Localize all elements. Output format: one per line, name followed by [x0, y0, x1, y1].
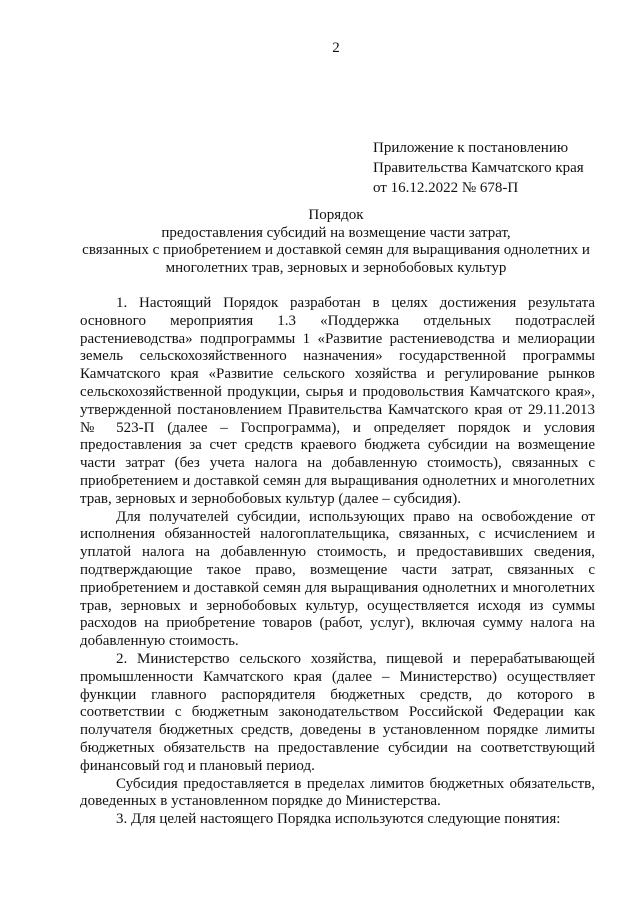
document-body [80, 295, 595, 829]
title-line-2: предоставления субсидий на возмещение части затрат, [161, 224, 511, 241]
title-line-1: Порядок [308, 207, 364, 223]
title-line-3: связанных с приобретением и доставкой семян для выращивания однолетних и [82, 242, 590, 258]
title-line-4: многолетних трав, зерновых и зернобобовых культур [165, 259, 507, 276]
document-title [60, 207, 612, 277]
appendix-line-2: Правительства Камчатского края [373, 160, 584, 176]
appendix-reference [373, 138, 633, 198]
paragraph-1: 1. Настоящий Порядок разработан в целях достижения результата основного мероприятия 1.3 «Поддержка отдельных подотраслей растениеводства» подпрограммы 1 «Развитие растениеводства и мелиорации земель сельскохозяйственного назначения» государственной программы Камчатского края «Развитие сельского хозяйства и регулирование рынков сельскохозяйственной продукции, сырья и продовольствия Камчатского края», утвержденной постановлением Правительства Камчатского края от 29.11.2013 № 523-П (далее – Госпрограмма), и определяет порядок и условия предоставления за счет средств краевого бюджета субсидии на возмещение части затрат (без учета налога на добавленную стоимость), связанных с приобретением и доставкой семян для выращивания однолетних и многолетних трав, зерновых и зернобобовых культур (далее – субсидия). [80, 295, 595, 507]
paragraph-4: Субсидия предоставляется в пределах лимитов бюджетных обязательств, доведенных в установленном порядке до Министерства. [80, 775, 595, 810]
paragraph-2: Для получателей субсидии, использующих право на освобождение от исполнения обязанностей налогоплательщика, связанных, с исчислением и уплатой налога на добавленную стоимость, и предоставивших сведения, подтверждающие такое право, возмещение части затрат, связанных с приобретением и доставкой семян для выращивания однолетних и многолетних трав, зерновых и зернобобовых культур, осуществляется исходя из суммы расходов на приобретение товаров (работ, услуг), включая сумму налога на добавленную стоимость. [80, 508, 595, 650]
page-number: 2 [332, 40, 340, 56]
appendix-line-1: Приложение к постановлению [373, 140, 569, 156]
paragraph-5: 3. Для целей настоящего Порядка используются следующие понятия: [116, 811, 561, 828]
paragraph-3: 2. Министерство сельского хозяйства, пищевой и перерабатывающей промышленности Камчатского края (далее – Министерство) осуществляет функции главного распорядителя бюджетных средств, до которого в соответствии с бюджетным законодательством Российской Федерации как получателя бюджетных средств, доведены в установленном порядке лимиты бюджетных обязательств на предоставление субсидии на соответствующий финансовый год и плановый период. [80, 650, 595, 774]
appendix-line-3: от 16.12.2022 № 678-П [373, 180, 519, 196]
